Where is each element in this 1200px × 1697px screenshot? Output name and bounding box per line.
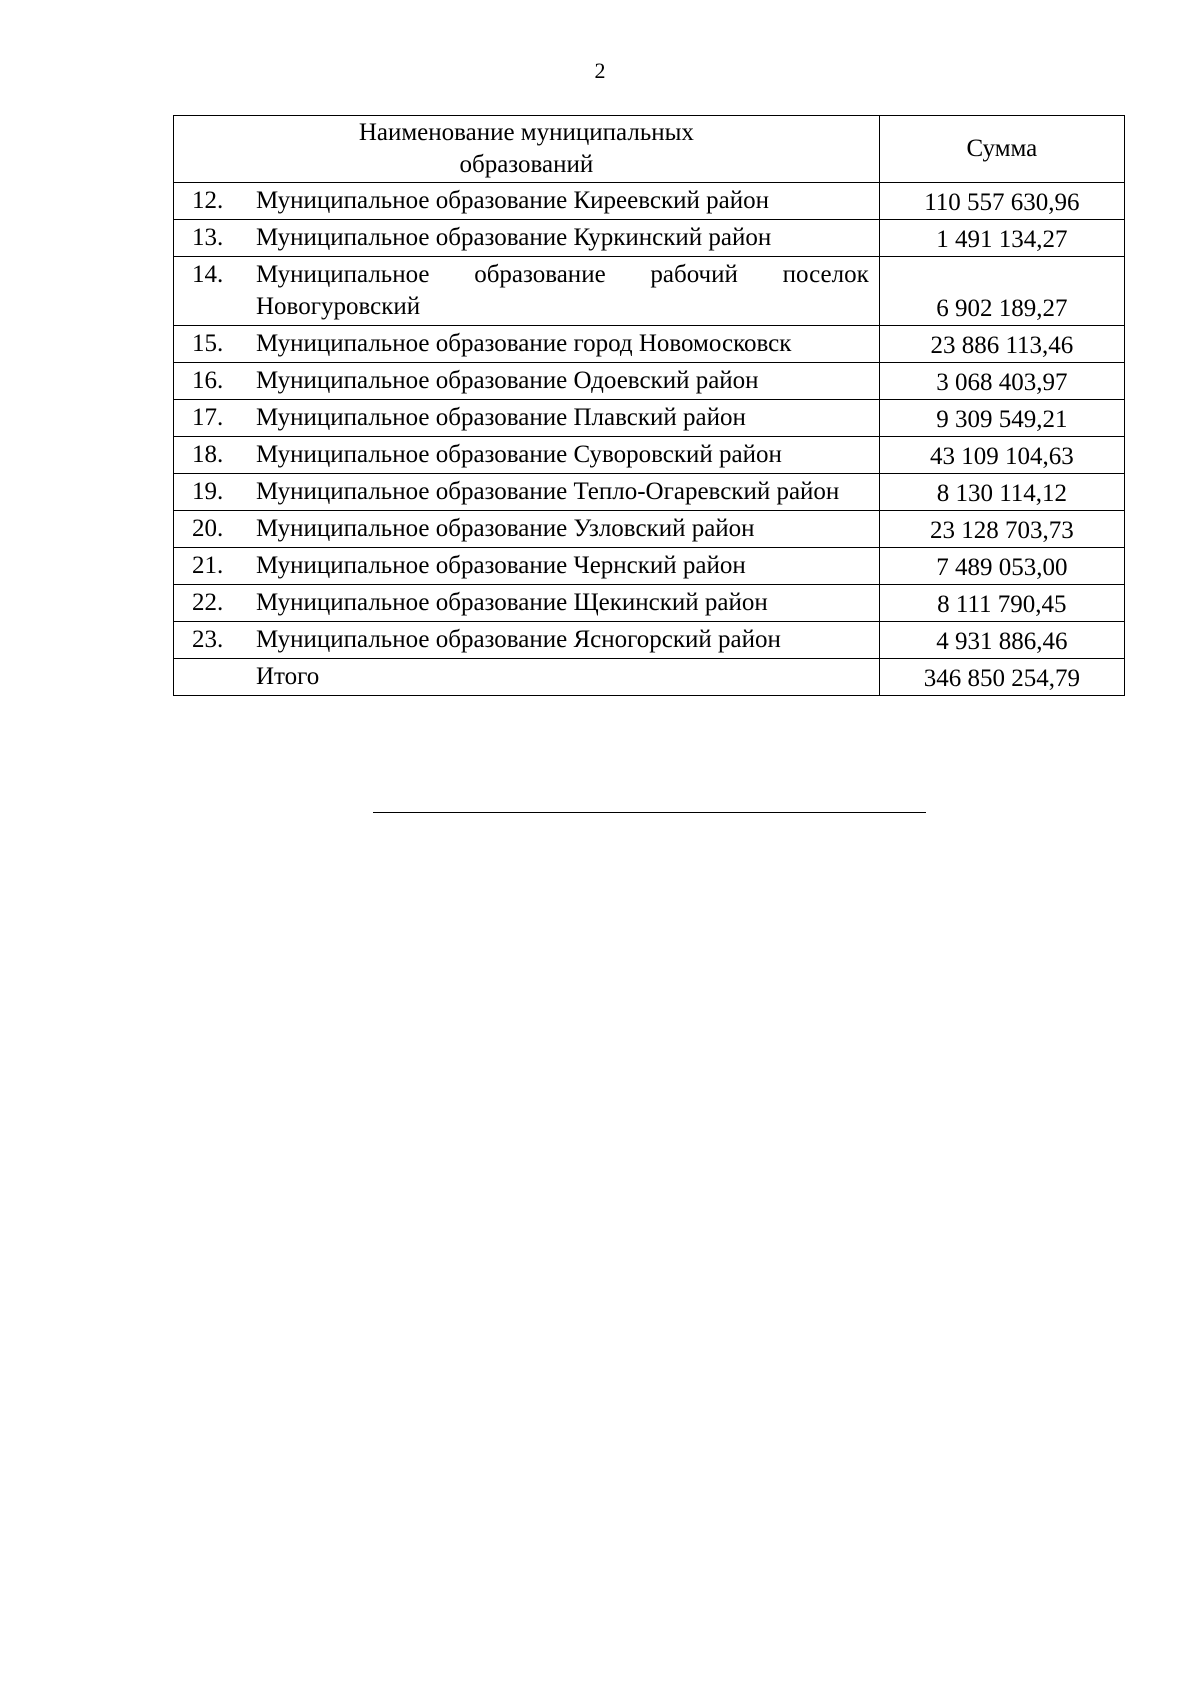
row-name: Муниципальное образование Узловский район xyxy=(256,515,755,542)
header-name-text: Наименование муниципальных образований xyxy=(358,119,694,178)
row-name-cell xyxy=(174,474,880,511)
table-row xyxy=(174,437,1125,474)
row-name: Муниципальное образование Суворовский район xyxy=(256,441,782,468)
total-sum: 346 850 254,79 xyxy=(879,659,1124,696)
row-sum: 7 489 053,00 xyxy=(879,548,1124,585)
row-name-cell xyxy=(174,363,880,400)
row-number: 15. xyxy=(192,330,224,357)
table-row xyxy=(174,511,1125,548)
total-row xyxy=(174,659,1125,696)
table-body xyxy=(174,183,1125,696)
row-name: Муниципальное образование Одоевский район xyxy=(256,367,759,394)
row-sum: 23 886 113,46 xyxy=(879,326,1124,363)
total-number-spacer xyxy=(174,661,256,693)
table-row xyxy=(174,548,1125,585)
row-name-cell xyxy=(174,257,880,326)
row-name-cell xyxy=(174,220,880,257)
row-sum: 23 128 703,73 xyxy=(879,511,1124,548)
row-sum: 8 130 114,12 xyxy=(879,474,1124,511)
row-name-cell xyxy=(174,548,880,585)
row-name: Муниципальное образование Тепло-Огаревский район xyxy=(256,478,840,505)
row-name: Муниципальное образование Плавский район xyxy=(256,404,746,431)
total-name-cell xyxy=(174,659,880,696)
amounts-table xyxy=(173,115,1125,696)
table-row xyxy=(174,622,1125,659)
row-sum: 3 068 403,97 xyxy=(879,363,1124,400)
row-sum: 1 491 134,27 xyxy=(879,220,1124,257)
closing-line xyxy=(373,812,926,813)
row-sum: 110 557 630,96 xyxy=(879,183,1124,220)
page-number: 2 xyxy=(594,58,606,83)
row-sum: 4 931 886,46 xyxy=(879,622,1124,659)
row-number: 17. xyxy=(192,404,224,431)
row-number: 14. xyxy=(192,261,224,288)
row-name: Муниципальное образование рабочий поселок Новогуровский xyxy=(256,261,869,320)
row-name-cell xyxy=(174,326,880,363)
row-name-cell xyxy=(174,585,880,622)
row-name: Муниципальное образование Щекинский район xyxy=(256,589,768,616)
table-row xyxy=(174,585,1125,622)
header-name xyxy=(174,116,880,183)
table-row xyxy=(174,400,1125,437)
row-sum: 9 309 549,21 xyxy=(879,400,1124,437)
row-name-cell xyxy=(174,400,880,437)
row-name: Муниципальное образование Киреевский район xyxy=(256,187,769,214)
row-name-cell xyxy=(174,437,880,474)
row-number: 20. xyxy=(192,515,224,542)
row-sum: 6 902 189,27 xyxy=(879,257,1124,326)
row-number: 18. xyxy=(192,441,224,468)
row-number: 16. xyxy=(192,367,224,394)
header-sum: Сумма xyxy=(879,116,1124,183)
row-number: 12. xyxy=(192,187,224,214)
table-row xyxy=(174,257,1125,326)
row-number: 22. xyxy=(192,589,224,616)
row-name: Муниципальное образование Чернский район xyxy=(256,552,746,579)
row-number: 23. xyxy=(192,626,224,653)
table-row xyxy=(174,474,1125,511)
row-name: Муниципальное образование Куркинский район xyxy=(256,224,772,251)
table-row xyxy=(174,363,1125,400)
table-row xyxy=(174,183,1125,220)
table-header-row xyxy=(174,116,1125,183)
row-name-cell xyxy=(174,622,880,659)
row-name: Муниципальное образование Ясногорский район xyxy=(256,626,781,653)
row-number: 19. xyxy=(192,478,224,505)
total-label: Итого xyxy=(256,663,320,690)
row-sum: 43 109 104,63 xyxy=(879,437,1124,474)
row-name-cell xyxy=(174,511,880,548)
row-name: Муниципальное образование город Новомосковск xyxy=(256,330,792,357)
row-number: 21. xyxy=(192,552,224,579)
table-row xyxy=(174,326,1125,363)
row-sum: 8 111 790,45 xyxy=(879,585,1124,622)
row-name-cell xyxy=(174,183,880,220)
table-row xyxy=(174,220,1125,257)
row-number: 13. xyxy=(192,224,224,251)
